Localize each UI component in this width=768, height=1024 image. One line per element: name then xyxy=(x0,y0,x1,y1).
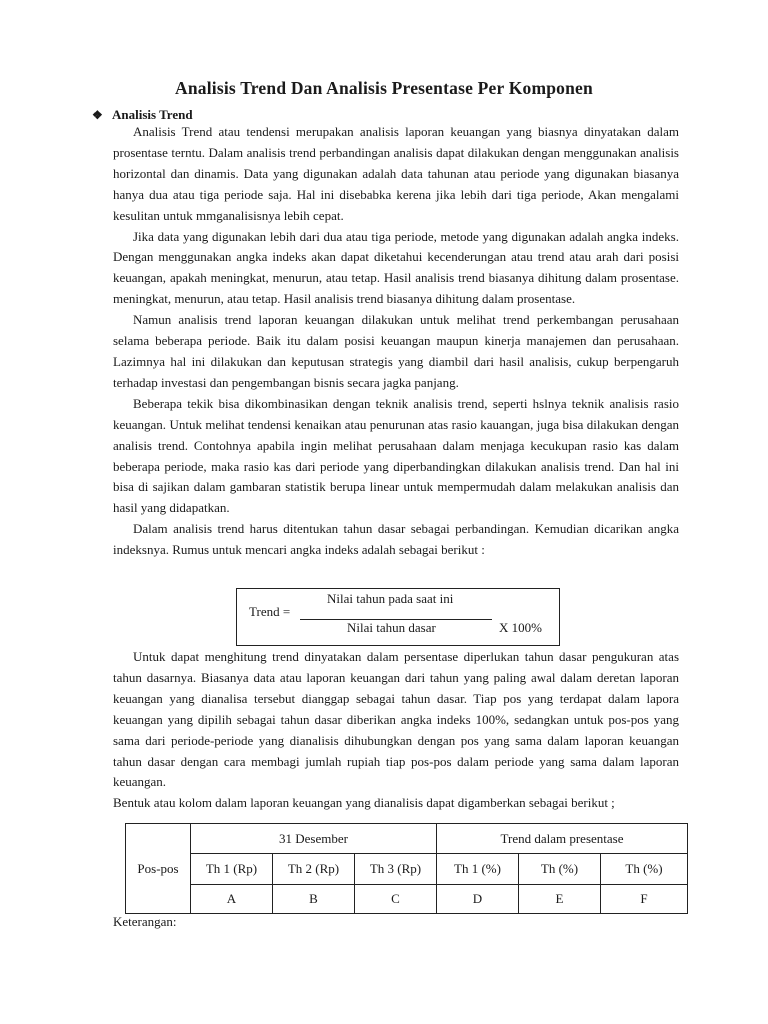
table-cell: E xyxy=(519,885,601,914)
formula-denominator: Nilai tahun dasar xyxy=(347,620,436,635)
table-cell: A xyxy=(191,885,273,914)
table-cell: D xyxy=(437,885,519,914)
body-text-bottom xyxy=(113,647,679,814)
table-row xyxy=(126,824,688,854)
paragraph: Namun analisis trend laporan keuangan dilakukan untuk melihat trend perkembangan perusahaan selama beberapa periode. Baik itu dalam posisi keuangan maupun kinerja manajemen dan perusahaan. Lazimnya hal ini dilakukan dan keputusan strategis yang diambil dari hasil analisis, cukup berpengaruh terhadap investasi dan pengembangan bisnis secara jagka panjang. xyxy=(113,312,679,390)
table-column-header: Th (%) xyxy=(601,854,688,885)
paragraph: Analisis Trend atau tendensi merupakan analisis laporan keuangan yang biasnya dinyatakan dalam prosentase terntu. Dalam analisis trend perbandingan analisis dapat dilakukan dengan menggunakan analisis horizontal dan dinamis. Data yang digunakan adalah data tahunan atau periode yang digunakan biasanya hanya dua atau tiga periode saja. Hal ini disebabka kerena jika lebih dari tiga periode, Akan mengalami kesulitan untuk mmganalisisnya lebih cepat. xyxy=(113,124,679,223)
paragraph: Dalam analisis trend harus ditentukan tahun dasar sebagai perbandingan. Kemudian dicarikan angka indeksnya. Rumus untuk mencari angka indeks adalah sebagai berikut : xyxy=(113,521,679,558)
body-text-top xyxy=(113,122,679,561)
paragraph: Jika data yang digunakan lebih dari dua atau tiga periode, metode yang digunakan adalah angka indeks. Dengan menggunakan angka indeks akan dapat diketahui kecenderungan atau trend atau arah dari posisi keuangan, apakah meningkat, menurun, atau tetap. Hasil analisis trend biasanya dihitung dalam prosentase. meningkat, menurun, atau tetap. Hasil analisis trend biasanya dihitung dalam prosentase. xyxy=(113,228,679,307)
table-group-header: Trend dalam presentase xyxy=(437,824,688,854)
table-row xyxy=(126,854,688,885)
table-group-header: 31 Desember xyxy=(191,824,437,854)
table-column-header: Th 2 (Rp) xyxy=(273,854,355,885)
table-cell: B xyxy=(273,885,355,914)
document-title: Analisis Trend Dan Analisis Presentase Per Komponen xyxy=(175,78,593,98)
section-heading-label: Analisis Trend xyxy=(112,107,193,122)
formula-multiplier: X 100% xyxy=(499,620,542,635)
table-row xyxy=(126,885,688,914)
table-column-header: Th 1 (Rp) xyxy=(191,854,273,885)
paragraph: Beberapa tekik bisa dikombinasikan dengan teknik analisis trend, seperti hslnya teknik analisis rasio keuangan. Untuk melihat tendensi kenaikan atau penurunan atas rasio kauangan, juga bisa dilakukan dengan analisis trend. Contohnya apabila ingin melihat perusahaan dalam menjaga kecukupan rasio kas dalam beberapa periode, maka rasio kas dari periode yang diperbandingkan dilakukan analisis trend. Dan hal ini bisa di sajikan dalam gambaran statistik berupa linear untuk mempermudah dalam melakukan analisis dan hasil yang didapatkan. xyxy=(113,395,679,516)
table-column-header: Th 3 (Rp) xyxy=(355,854,437,885)
table-column-header: Th 1 (%) xyxy=(437,854,519,885)
table-row-header: Pos-pos xyxy=(126,824,191,914)
table-column-header: Th (%) xyxy=(519,854,601,885)
formula-label: Trend = xyxy=(249,604,291,619)
table-intro: Bentuk atau kolom dalam laporan keuangan yang dianalisis dapat digamberkan sebagai berikut ; xyxy=(113,795,615,811)
table-cell: F xyxy=(601,885,688,914)
trend-table xyxy=(125,823,688,914)
formula-numerator: Nilai tahun pada saat ini xyxy=(327,591,454,606)
diamond-bullet-icon: ❖ xyxy=(92,108,103,122)
section-heading xyxy=(92,107,193,123)
trend-formula-box xyxy=(236,588,560,646)
paragraph: Untuk dapat menghitung trend dinyatakan dalam persentase diperlukan tahun dasar pengukuran atas tahun dasarnya. Biasanya data atau laporan keuangan dari tahun yang paling awal dalam deretan laporan keuangan yang dianalisa tersebut dianggap sebagai tahun dasar. Tiap pos yang terdapat dalam lapora keuangan yang dipilih sebagai tahun dasar diberikan angka indeks 100%, sedangkan untuk pos-pos yang sama dari periode-periode yang dianalisis dihubungkan dengan pos yang sama dalam laporan keuangan tahun dasar dengan cara membagi jumlah rupiah tiap pos-pos dalam periode yang sama dalam laporan keuangan. xyxy=(113,649,679,790)
table-cell: C xyxy=(355,885,437,914)
footer-label: Keterangan: xyxy=(113,914,177,929)
